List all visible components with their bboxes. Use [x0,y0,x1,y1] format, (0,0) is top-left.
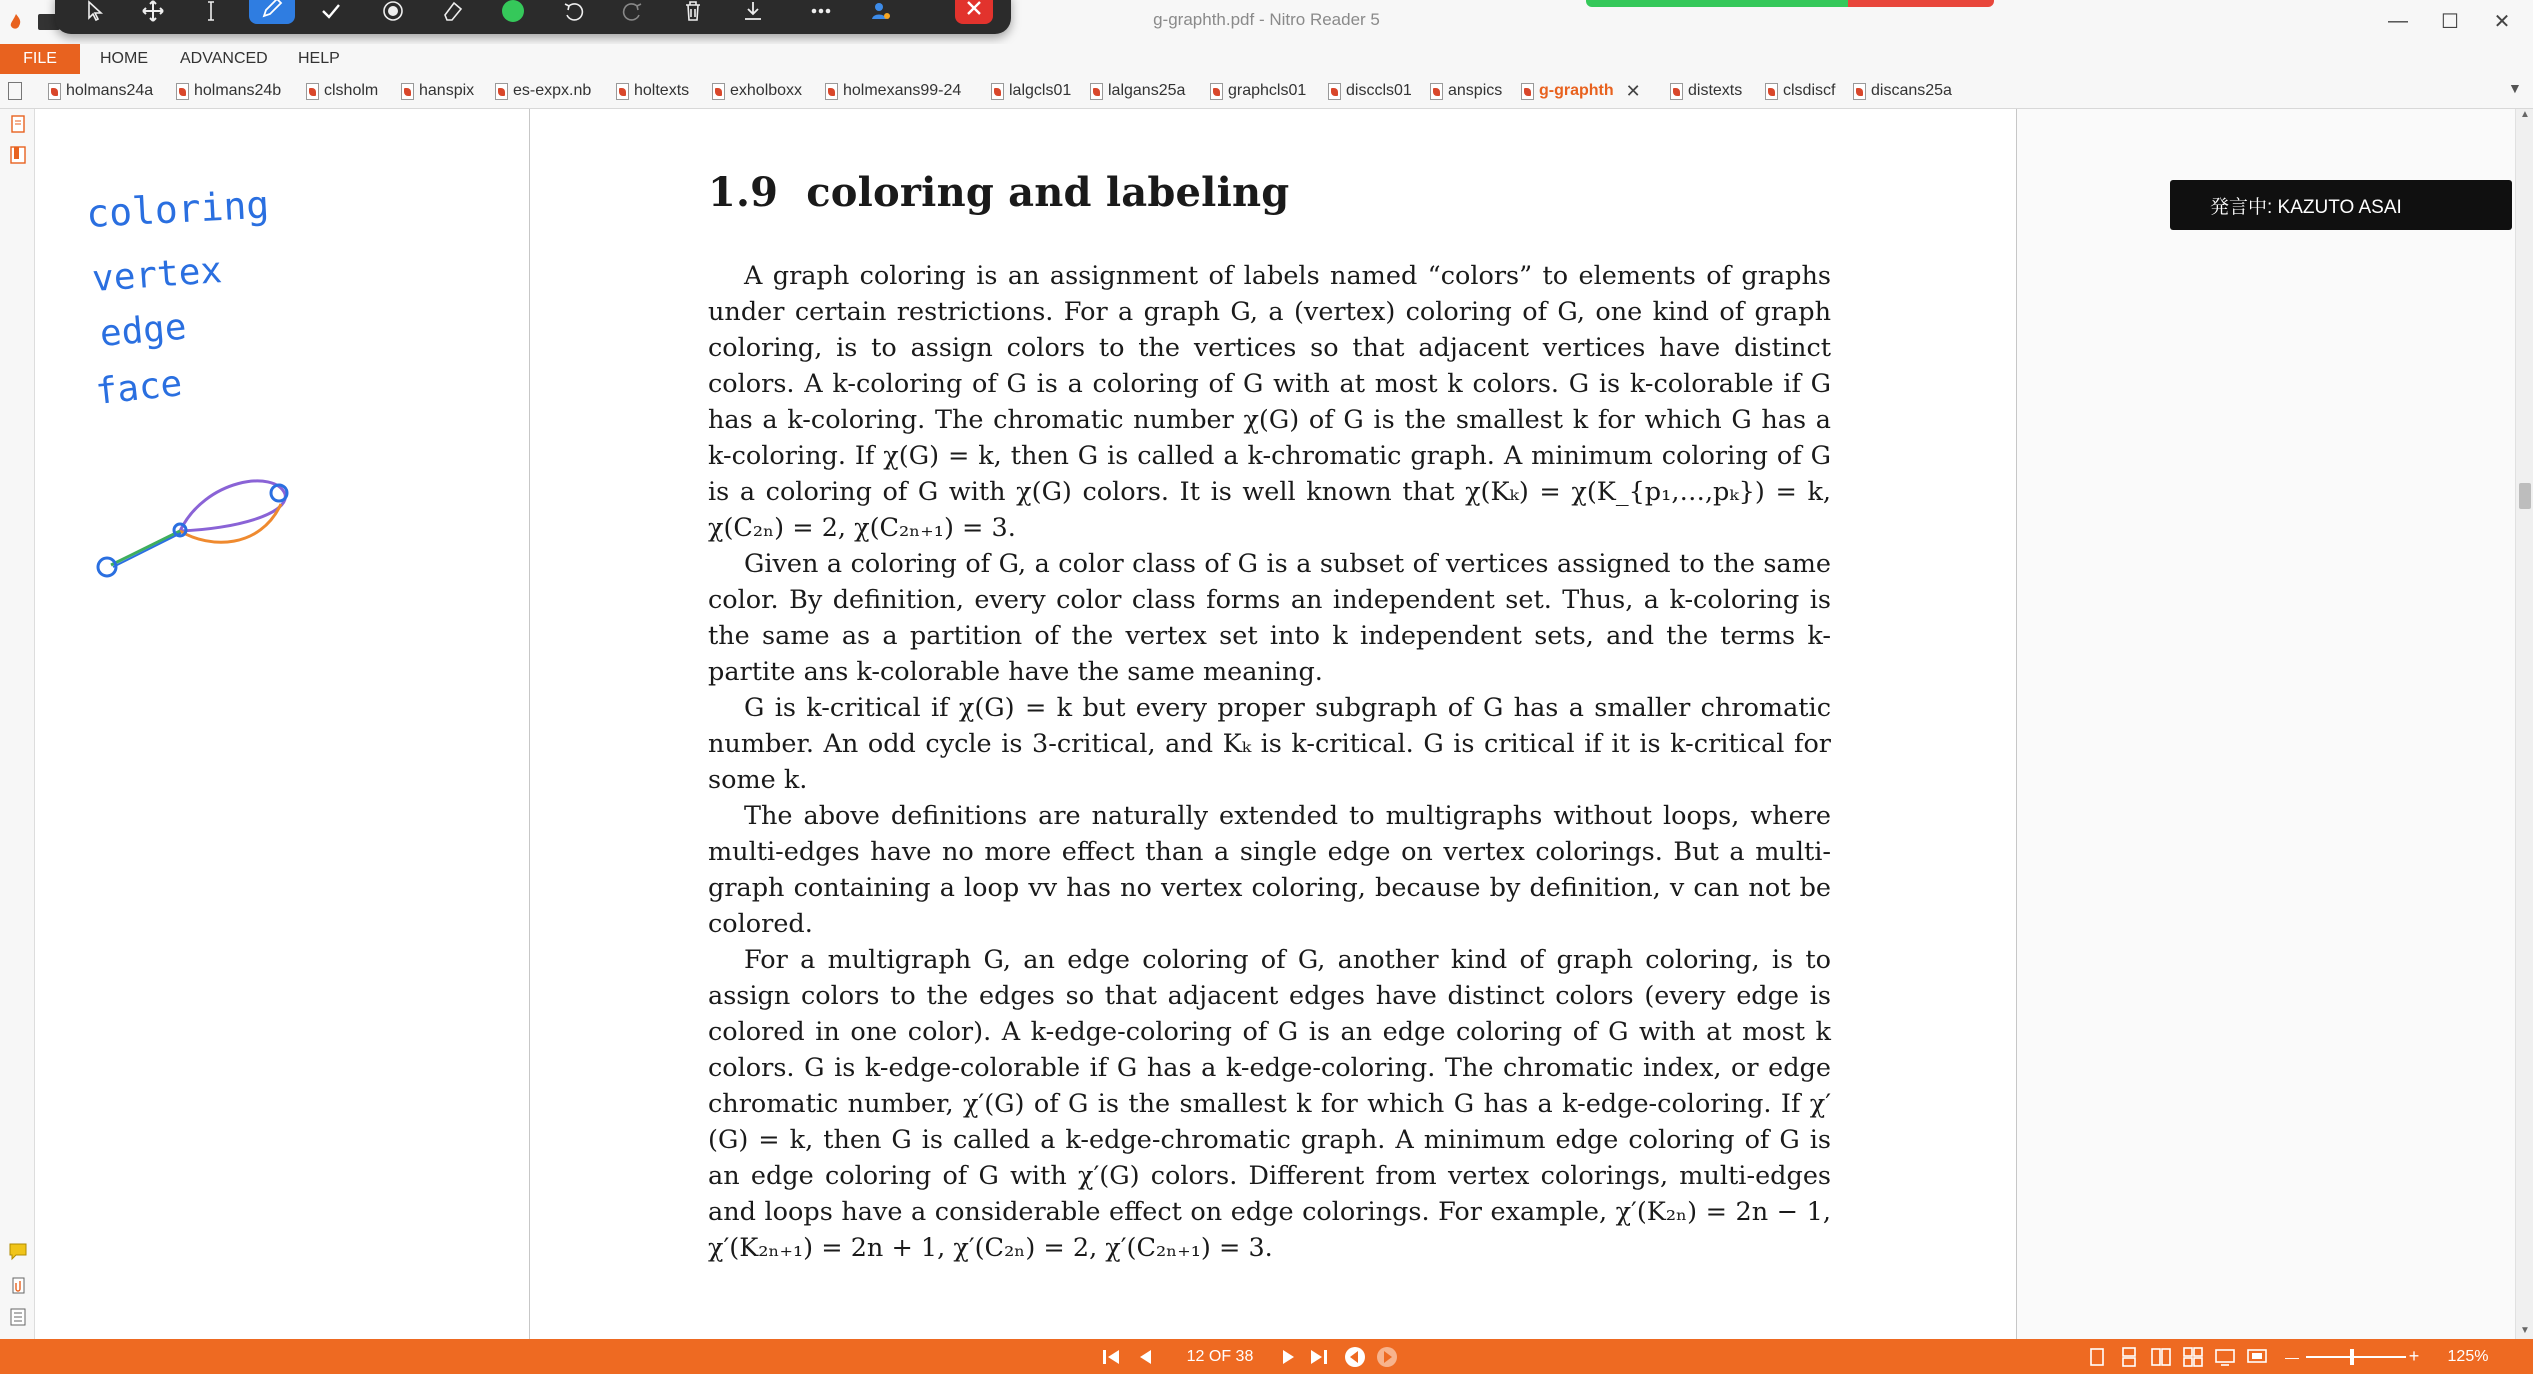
tab-es-expx[interactable] [495,80,591,102]
tab-lalgans25a[interactable] [1090,80,1185,102]
comments-panel-icon[interactable] [8,1241,28,1261]
fit-page-icon[interactable] [2212,1339,2238,1374]
tab-label: clsholm [324,82,379,99]
annotation-area[interactable] [35,109,530,1339]
move-icon[interactable] [133,0,173,28]
paragraph: A graph coloring is an assignment of labels named “colors” to elements of graphs under certain restrictions. For a graph G, a (vertex) coloring of G, one kind of graph coloring, is to assign colors to the vertices so that adjacent vertices have distinct colors. A k-coloring of G is a coloring of G with at most k colors. G is k-colorable if G has a k-coloring. The chromatic number χ(G) of G is the smallest k for which G has a k-coloring. If χ(G) = k, then G is called a k-chromatic graph. A minimum coloring of G is a coloring of G with χ(G) colors. It is well known that χ(Kₖ) = χ(K_{p₁,…,pₖ}) = k, χ(C₂ₙ) = 2, χ(C₂ₙ₊₁) = 3. [708,261,1831,543]
redo-icon[interactable] [613,0,653,28]
tab-distexts[interactable] [1670,80,1742,102]
pdf-icon [1853,83,1866,100]
graph-sketch [98,481,287,576]
tab-graphcls01[interactable] [1210,80,1306,102]
tab-clsholm[interactable] [306,80,378,102]
user-settings-icon[interactable] [861,0,901,28]
close-window-button[interactable]: ✕ [2493,10,2511,33]
minimize-button[interactable]: — [2388,9,2408,32]
pdf-icon [1090,83,1103,100]
color-dot-icon[interactable] [493,0,533,28]
pdf-icon [1328,83,1341,100]
tab-lalgcls01[interactable] [991,80,1071,102]
scroll-down-icon[interactable]: ▼ [2520,1325,2530,1336]
progress-bar-green [1586,0,1848,7]
tab-anspics[interactable] [1430,80,1502,102]
tab-label: anspics [1448,82,1503,99]
tab-disccls01[interactable] [1328,80,1412,102]
tab-label: holmans24a [66,82,154,99]
paragraph: G is k-critical if χ(G) = k but every proper subgraph of G has a smaller chromatic number. An odd cycle is 3-critical, and Kₖ is k-critical. G is critical if it is k-critical for some k. [708,693,1831,795]
bookmarks-panel-icon[interactable] [8,145,28,165]
single-page-view-icon[interactable] [2084,1339,2110,1374]
window-title: g-graphth.pdf - Nitro Reader 5 [1153,10,1380,29]
next-page-icon[interactable] [1278,1339,1300,1374]
handwriting-word: face [93,363,185,413]
handwriting-word: coloring [85,182,271,236]
first-page-icon[interactable] [1098,1339,1124,1374]
pdf-icon [991,83,1004,100]
tab-label: lalgans25a [1108,82,1186,99]
select-arrow-icon[interactable] [75,0,115,28]
vertical-scrollbar[interactable] [2515,109,2533,1339]
menu-file[interactable]: FILE [0,44,80,74]
pdf-icon [401,83,414,100]
zoom-slider-knob[interactable] [2350,1349,2354,1365]
paragraph: The above definitions are naturally extended to multigraphs without loops, where multi-edges have no more effect than a single edge on vertex colorings. But a multi-graph containing a loop vv has no vertex coloring, because by definition, v can not be colored. [708,801,1831,939]
pdf-icon [1765,83,1778,100]
trash-icon[interactable] [673,0,713,28]
pdf-icon [825,83,838,100]
drawing-toolbar [55,0,1011,34]
scroll-thumb[interactable] [2519,483,2531,509]
tab-label: exholboxx [730,82,803,99]
zoom-slider-track[interactable] [2306,1356,2406,1358]
tab-label: distexts [1688,82,1743,99]
tab-label: holmans24b [194,82,282,99]
attachments-panel-icon[interactable] [8,1275,28,1295]
page-number-indicator[interactable]: 12 OF 38 [1186,1347,1254,1365]
right-margin [2017,109,2515,1339]
menu-home[interactable]: HOME [100,50,148,67]
checkmark-icon[interactable] [311,0,351,28]
maximize-button[interactable]: ☐ [2441,10,2459,33]
pdf-icon [1210,83,1223,100]
tab-label: holmexans99-24 [843,82,962,99]
download-icon[interactable] [733,0,773,28]
tab-hanspix[interactable] [401,80,474,102]
pdf-icon [1430,83,1443,100]
pdf-icon [306,83,319,100]
forward-view-icon[interactable] [1374,1339,1400,1374]
layers-panel-icon[interactable] [8,1307,28,1327]
previous-page-icon[interactable] [1134,1339,1156,1374]
page-content [708,169,1831,1266]
pdf-page [530,109,2016,1339]
tab-exholboxx[interactable] [712,80,802,102]
handwritten-notes-svg [35,109,530,1339]
handwriting-word: edge [98,306,189,355]
tab-label: disccls01 [1346,82,1412,99]
pages-panel-icon[interactable] [8,115,28,135]
tab-g-graphth[interactable] [1521,80,1641,102]
text-cursor-icon[interactable] [191,0,231,28]
eraser-icon[interactable] [433,0,473,28]
section-number: 1.9 [708,169,779,216]
tab-holmans24a[interactable] [48,80,153,102]
pdf-icon [48,83,61,100]
zoom-in-button[interactable]: + [2408,1346,2420,1366]
pdf-icon [176,83,189,100]
app-logo-icon [10,14,22,30]
menu-help[interactable]: HELP [298,50,340,67]
tab-holmexans99-24[interactable] [825,80,961,102]
tab-discans25a[interactable] [1853,80,1952,102]
last-page-icon[interactable] [1306,1339,1332,1374]
document-list-icon[interactable] [8,82,22,100]
progress-bar-red [1848,0,1994,7]
tab-label: clsdiscf [1783,82,1836,99]
tab-clsdiscf[interactable] [1765,80,1835,102]
full-screen-icon[interactable] [2244,1339,2270,1374]
pdf-icon [495,83,508,100]
tab-label: graphcls01 [1228,82,1307,99]
tab-holmans24b[interactable] [176,80,281,102]
tab-label: g-graphth [1539,82,1614,99]
tab-holtexts[interactable] [616,80,689,102]
pdf-icon [616,83,629,100]
zoom-level[interactable]: 125% [2447,1347,2489,1365]
more-options-icon[interactable] [801,0,841,28]
speaker-indicator: 発言中: KAZUTO ASAI [2170,180,2512,230]
document-tab-bar [0,74,2533,109]
status-bar [0,1339,2533,1374]
tab-label: es-expx.nb [513,82,592,99]
tab-label: discans25a [1871,82,1952,99]
pen-icon[interactable] [249,0,295,24]
continuous-view-icon[interactable] [2116,1339,2142,1374]
facing-view-icon[interactable] [2148,1339,2174,1374]
pdf-icon [712,83,725,100]
section-title: coloring and labeling [806,169,1290,216]
pdf-icon [1521,83,1534,100]
handwriting-word: vertex [90,250,224,300]
back-view-icon[interactable] [1342,1339,1368,1374]
tab-overflow-chevron-icon[interactable]: ▼ [2508,80,2522,96]
facing-continuous-view-icon[interactable] [2180,1339,2206,1374]
zoom-out-button[interactable]: — [2285,1348,2299,1365]
ribbon-menu [0,44,2533,74]
tab-label: holtexts [634,82,690,99]
tab-close-icon[interactable]: ✕ [1625,80,1641,101]
close-toolbar-icon[interactable] [955,0,993,24]
tab-label: lalgcls01 [1009,82,1072,99]
tab-label: hanspix [419,82,475,99]
paragraph: For a multigraph G, an edge coloring of G, another kind of graph coloring, is to assign colors to the edges so that adjacent edges have distinct colors (every edge is colored in one color). A k-edge-coloring of G is an edge coloring of G with at most k colors. G is k-edge-colorable if G has a k-edge-coloring. The chromatic index, or edge chromatic number, χ′(G) of G is the smallest k for which G has a k-edge-coloring. If χ′(G) = k, then G is called a k-edge-chromatic graph. A minimum edge coloring of G is an edge coloring of G with χ′(G) colors. Different from vertex colorings, multi-edges and loops have a considerable effect on edge colorings. For example, χ′(K₂ₙ) = 2n − 1, χ′(K₂ₙ₊₁) = 2n + 1, χ′(C₂ₙ) = 2, χ′(C₂ₙ₊₁) = 3. [708,945,1831,1263]
section-heading [708,169,1831,216]
paragraph: Given a coloring of G, a color class of G is a subset of vertices assigned to the same color. By definition, every color class forms an independent set. Thus, a k-coloring is the same as a partition of the vertex set into k independent sets, and the terms k-partite ans k-colorable have the same meaning. [708,549,1831,687]
undo-icon[interactable] [553,0,593,28]
menu-advanced[interactable]: ADVANCED [180,50,268,67]
pdf-icon [1670,83,1683,100]
record-icon[interactable] [373,0,413,28]
left-panel-rail [0,109,35,1339]
scroll-up-icon[interactable]: ▲ [2520,109,2530,120]
